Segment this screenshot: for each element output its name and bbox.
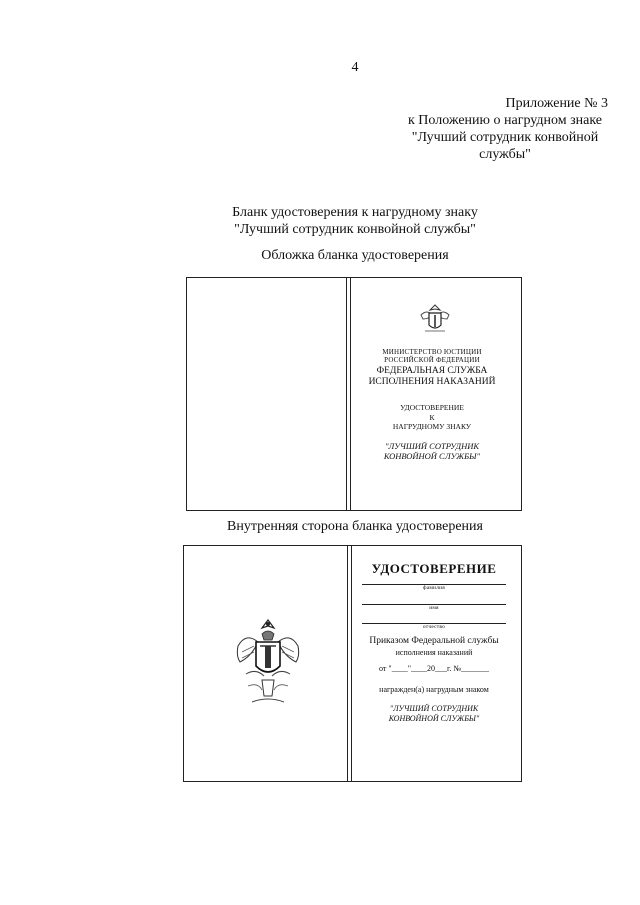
appendix-note — [380, 95, 630, 163]
certificate-cover — [186, 277, 522, 511]
inner-heading: Внутренняя сторона бланка удостоверения — [227, 519, 483, 534]
cover-service — [357, 366, 507, 388]
cover-certificate-text — [357, 403, 507, 432]
inner-spine-line — [347, 546, 348, 781]
inner-badge-name — [354, 704, 514, 724]
cover-ministry — [357, 348, 507, 364]
field-patronymic-label: отчество — [422, 624, 446, 630]
field-name-label: имя — [429, 605, 439, 611]
certificate-inner — [183, 545, 522, 782]
blank-title-line-2: "Лучший сотрудник конвойной службы" — [234, 222, 476, 237]
inner-spine-line-2 — [351, 546, 352, 781]
order-date-line: от "____"____20___г. №_______ — [379, 664, 489, 673]
cover-service-line-2: ИСПОЛНЕНИЯ НАКАЗАНИЙ — [368, 377, 496, 387]
inner-badge-name-line-1: "ЛУЧШИЙ СОТРУДНИК — [389, 704, 479, 713]
inner-title: УДОСТОВЕРЕНИЕ — [371, 561, 497, 576]
cover-service-line-1: ФЕДЕРАЛЬНАЯ СЛУЖБА — [376, 366, 488, 376]
emblem-icon — [417, 301, 453, 337]
field-surname-label: фамилия — [422, 585, 446, 591]
appendix-line-4: службы" — [479, 147, 531, 162]
order-line-2: исполнения наказаний — [395, 648, 473, 657]
page-number: 4 — [351, 60, 359, 75]
appendix-line-2: к Положению о нагрудном знаке — [407, 113, 602, 128]
cover-spine-line-2 — [350, 278, 351, 510]
cover-cert-line-2: К — [429, 412, 435, 422]
blank-title-line-1: Бланк удостоверения к нагрудному знаку — [232, 205, 478, 220]
cover-badge-name-line-1: "ЛУЧШИЙ СОТРУДНИК — [384, 441, 479, 451]
cover-cert-line-1: УДОСТОВЕРЕНИЕ — [400, 403, 464, 412]
cover-ministry-line-1: МИНИСТЕРСТВО ЮСТИЦИИ — [382, 348, 482, 356]
emblem-eagle-icon — [232, 616, 304, 712]
cover-spine-line — [346, 278, 347, 510]
appendix-line-1: Приложение № 3 — [505, 96, 608, 111]
cover-heading: Обложка бланка удостоверения — [261, 248, 449, 263]
order-text — [354, 635, 514, 659]
inner-badge-name-line-2: КОНВОЙНОЙ СЛУЖБЫ" — [388, 714, 480, 723]
cover-badge-name — [357, 441, 507, 461]
blank-title — [180, 204, 530, 238]
appendix-line-3: "Лучший сотрудник конвойной — [411, 130, 599, 145]
cover-ministry-line-2: РОССИЙСКОЙ ФЕДЕРАЦИИ — [384, 356, 480, 364]
awarded-text: награжден(а) нагрудным знаком — [379, 685, 489, 694]
order-line-1: Приказом Федеральной службы — [369, 636, 499, 646]
cover-badge-name-line-2: КОНВОЙНОЙ СЛУЖБЫ" — [383, 451, 481, 461]
cover-cert-line-3: НАГРУДНОМУ ЗНАКУ — [392, 422, 472, 431]
